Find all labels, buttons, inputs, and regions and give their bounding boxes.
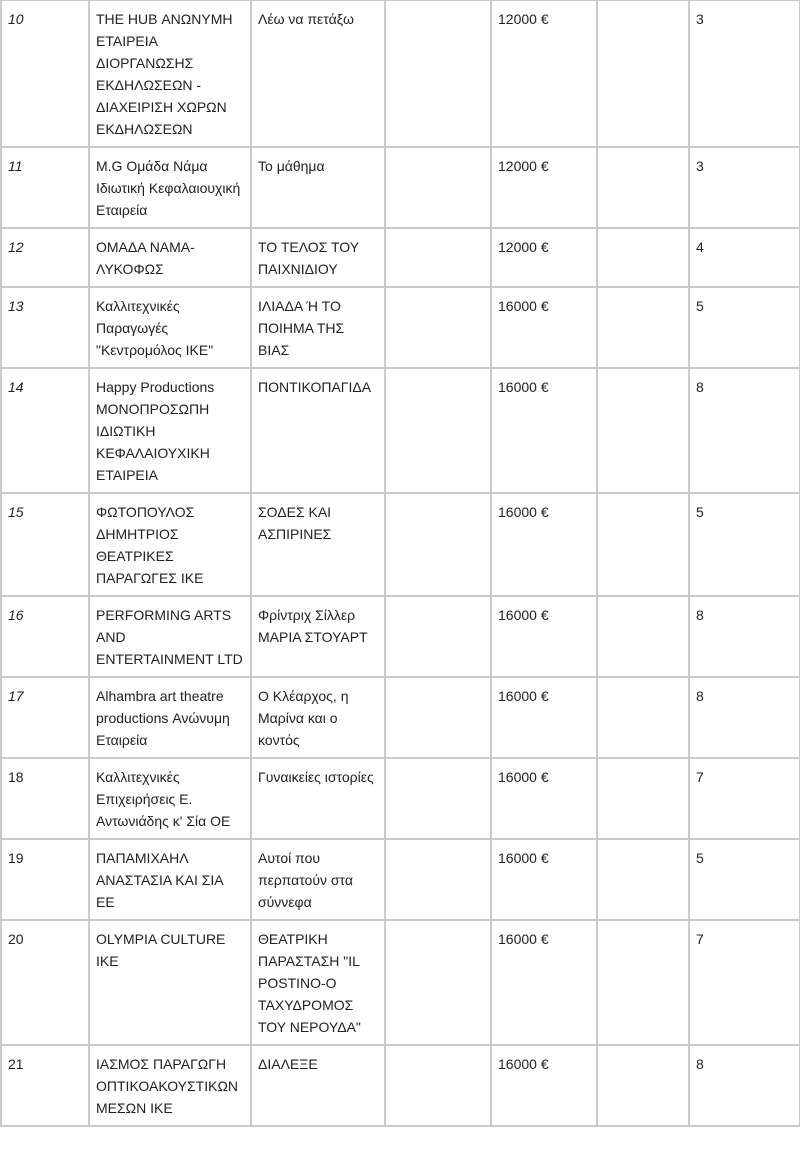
row-number-cell: 20 [1, 920, 89, 1045]
production-title-cell: Γυναικείες ιστορίες [251, 758, 385, 839]
company-name-cell: Happy Productions ΜΟΝΟΠΡΟΣΩΠΗ ΙΔΙΩΤΙΚΗ ΚΕΦΑΛΑΙΟΥΧΙΚΗ ΕΤΑΙΡΕΙΑ [89, 368, 251, 493]
table-row [1, 228, 800, 287]
amount-cell: 16000 € [491, 920, 597, 1045]
empty-cell [385, 839, 491, 920]
amount-cell: 12000 € [491, 147, 597, 228]
company-name-cell: ΟΜΑΔΑ ΝΑΜΑ-ΛΥΚΟΦΩΣ [89, 228, 251, 287]
score-cell: 4 [689, 228, 800, 287]
company-name-cell: Alhambra art theatre productions Ανώνυμη Εταιρεία [89, 677, 251, 758]
company-name-cell: Καλλιτεχνικές Παραγωγές "Κεντρομόλος ΙΚΕ" [89, 287, 251, 368]
table-row [1, 147, 800, 228]
empty-cell [597, 368, 689, 493]
empty-cell [597, 0, 689, 147]
table-row [1, 677, 800, 758]
company-name-cell: OLYMPIA CULTURE IKE [89, 920, 251, 1045]
row-number-cell: 21 [1, 1045, 89, 1126]
production-title-cell: ΔΙΑΛΕΞΕ [251, 1045, 385, 1126]
table-row [1, 287, 800, 368]
table-row [1, 758, 800, 839]
production-title-cell: ΘΕΑΤΡΙΚΗ ΠΑΡΑΣΤΑΣΗ "IL POSTINO-Ο ΤΑΧΥΔΡΟΜΟΣ ΤΟΥ ΝΕΡΟΥΔΑ" [251, 920, 385, 1045]
company-name-cell: M.G Ομάδα Νάμα Ιδιωτική Κεφαλαιουχική Εταιρεία [89, 147, 251, 228]
score-cell: 8 [689, 596, 800, 677]
empty-cell [385, 1045, 491, 1126]
score-cell: 7 [689, 920, 800, 1045]
table-row [1, 368, 800, 493]
amount-cell: 16000 € [491, 677, 597, 758]
production-title-cell: Αυτοί που περπατούν στα σύννεφα [251, 839, 385, 920]
table-row [1, 920, 800, 1045]
production-title-cell: ΣΟΔΕΣ ΚΑΙ ΑΣΠΙΡΙΝΕΣ [251, 493, 385, 596]
table-body [1, 0, 800, 1126]
table-row [1, 493, 800, 596]
production-title-cell: ΤΟ ΤΕΛΟΣ ΤΟΥ ΠΑΙΧΝΙΔΙΟΥ [251, 228, 385, 287]
row-number-cell: 12 [1, 228, 89, 287]
empty-cell [385, 677, 491, 758]
amount-cell: 16000 € [491, 1045, 597, 1126]
table-row [1, 0, 800, 147]
empty-cell [385, 228, 491, 287]
empty-cell [597, 596, 689, 677]
score-cell: 7 [689, 758, 800, 839]
empty-cell [385, 0, 491, 147]
empty-cell [385, 493, 491, 596]
empty-cell [385, 596, 491, 677]
row-number-cell: 14 [1, 368, 89, 493]
table-row [1, 596, 800, 677]
row-number-cell: 11 [1, 147, 89, 228]
empty-cell [597, 228, 689, 287]
amount-cell: 16000 € [491, 596, 597, 677]
amount-cell: 12000 € [491, 0, 597, 147]
amount-cell: 16000 € [491, 493, 597, 596]
row-number-cell: 16 [1, 596, 89, 677]
row-number-cell: 17 [1, 677, 89, 758]
empty-cell [597, 287, 689, 368]
amount-cell: 16000 € [491, 287, 597, 368]
production-title-cell: Ο Κλέαρχος, η Μαρίνα και ο κοντός [251, 677, 385, 758]
score-cell: 8 [689, 368, 800, 493]
company-name-cell: ΙΑΣΜΟΣ ΠΑΡΑΓΩΓΗ ΟΠΤΙΚΟΑΚΟΥΣΤΙΚΩΝ ΜΕΣΩΝ ΙΚΕ [89, 1045, 251, 1126]
empty-cell [385, 920, 491, 1045]
amount-cell: 12000 € [491, 228, 597, 287]
score-cell: 8 [689, 677, 800, 758]
empty-cell [385, 368, 491, 493]
score-cell: 5 [689, 493, 800, 596]
table-row [1, 839, 800, 920]
company-name-cell: ΦΩΤΟΠΟΥΛΟΣ ΔΗΜΗΤΡΙΟΣ ΘΕΑΤΡΙΚΕΣ ΠΑΡΑΓΩΓΕΣ ΙΚΕ [89, 493, 251, 596]
empty-cell [597, 839, 689, 920]
production-title-cell: Το μάθημα [251, 147, 385, 228]
company-name-cell: THE HUB ΑΝΩΝΥΜΗ ΕΤΑΙΡΕΙΑ ΔΙΟΡΓΑΝΩΣΗΣ ΕΚΔΗΛΩΣΕΩΝ - ΔΙΑΧΕΙΡΙΣΗ ΧΩΡΩΝ ΕΚΔΗΛΩΣΕΩΝ [89, 0, 251, 147]
empty-cell [385, 758, 491, 839]
row-number-cell: 13 [1, 287, 89, 368]
production-title-cell: ΠΟΝΤΙΚΟΠΑΓΙΔΑ [251, 368, 385, 493]
empty-cell [597, 758, 689, 839]
company-name-cell: Καλλιτεχνικές Επιχειρήσεις Ε. Αντωνιάδης κ' Σία ΟΕ [89, 758, 251, 839]
company-name-cell: PERFORMING ARTS AND ENTERTAINMENT LTD [89, 596, 251, 677]
amount-cell: 16000 € [491, 839, 597, 920]
production-title-cell: Φρίντριχ Σίλλερ ΜΑΡΙΑ ΣΤΟΥΑΡΤ [251, 596, 385, 677]
empty-cell [597, 493, 689, 596]
row-number-cell: 18 [1, 758, 89, 839]
empty-cell [597, 920, 689, 1045]
amount-cell: 16000 € [491, 758, 597, 839]
production-title-cell: ΙΛΙΑΔΑ Ή ΤΟ ΠΟΙΗΜΑ ΤΗΣ ΒΙΑΣ [251, 287, 385, 368]
score-cell: 5 [689, 287, 800, 368]
company-name-cell: ΠΑΠΑΜΙΧΑΗΛ ΑΝΑΣΤΑΣΙΑ ΚΑΙ ΣΙΑ ΕΕ [89, 839, 251, 920]
empty-cell [597, 147, 689, 228]
empty-cell [597, 677, 689, 758]
score-cell: 3 [689, 147, 800, 228]
amount-cell: 16000 € [491, 368, 597, 493]
empty-cell [385, 287, 491, 368]
row-number-cell: 10 [1, 0, 89, 147]
empty-cell [597, 1045, 689, 1126]
table-row [1, 1045, 800, 1126]
row-number-cell: 15 [1, 493, 89, 596]
score-cell: 8 [689, 1045, 800, 1126]
empty-cell [385, 147, 491, 228]
score-cell: 3 [689, 0, 800, 147]
score-cell: 5 [689, 839, 800, 920]
row-number-cell: 19 [1, 839, 89, 920]
production-title-cell: Λέω να πετάξω [251, 0, 385, 147]
